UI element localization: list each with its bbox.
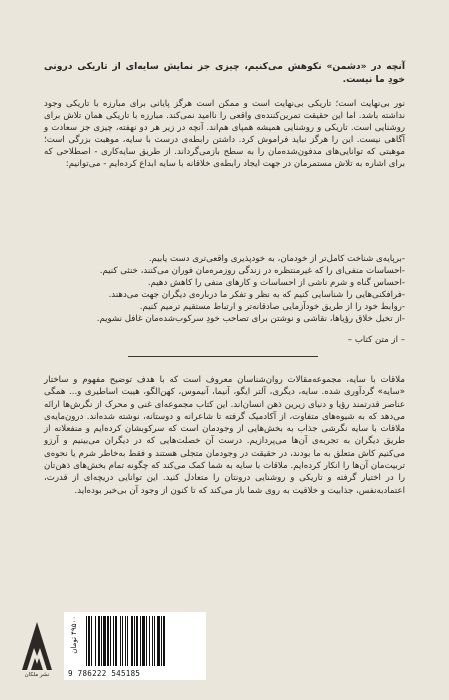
isbn-number: 9 786222 545185 [68, 669, 141, 678]
benefit-item: -از تخیل خلاق رؤیاها، نقاشی و نوشتن برای تصاحب خودِ سرکوب‌شده‌مان غافل نشویم. [96, 314, 405, 325]
cover-quote: آنچه در «دشمن» نکوهش می‌کنیم، چیزی جز نمایش سایه‌ای از تاریکی درونی خودِ ما نیست. [44, 61, 405, 85]
benefit-item: -احساسات منفی‌ای را که غیرمنتظره در زندگی روزمره‌مان فوران می‌کنند، خنثی کنیم. [99, 266, 405, 277]
barcode-bar [86, 616, 87, 666]
price-label: ۴۹۵۰۰ تومان [70, 616, 78, 654]
barcode-bar [146, 616, 147, 666]
barcode-bar [131, 616, 133, 666]
barcode-bar [101, 616, 102, 666]
barcode-bar [149, 616, 150, 666]
barcode-bar [98, 616, 100, 666]
barcode-bar [152, 616, 153, 666]
section-divider [128, 356, 318, 357]
barcode-bar [161, 616, 162, 666]
intro-paragraph: نور بی‌نهایت است؛ تاریکی بی‌نهایت است و ممکن است هرگز پایانی برای مبارزه با تاریکی وجود نداشته باشد. اما این حقیقت تمرین‌کننده‌ی واقعی را ناامید نمی‌کند. مبارزه با تاریکی همان تلاش برای روشنایی است. تاریکی و روشنایی همیشه همپای هم‌اند. آنچه در زیر هر دو نهفته، چیزی جز سعادت و آگاهی نیست. این را هرگز نباید فراموش کرد. داشتن رابطه‌ی درست با سایه، موهبت بزرگی است؛ موهبتی که توانایی‌های مدفون‌شده‌مان را به سطح بازمی‌گرداند. از طریق سایه‌کاری - اصطلاحی که برای اشاره به تلاش مستمرمان در جهت ایجاد رابطه‌ی خلاقانه با سایه ابداع کرده‌ایم - می‌توانیم: [44, 99, 405, 170]
barcode-bar [107, 616, 109, 666]
barcode-bar [134, 616, 135, 666]
barcode-bar [125, 616, 126, 666]
barcode-bar [157, 616, 160, 666]
benefit-item: -احساس گناه و شرم ناشی از احساسات و کارهای منفی را کاهش دهیم. [147, 278, 405, 289]
benefit-item: -برپایه‌ی شناخت کامل‌تر از خودمان، به خودپذیری واقعی‌تری دست یابیم. [148, 254, 405, 264]
barcode-bar [154, 616, 155, 666]
barcode-bars [84, 616, 200, 666]
barcode-bar [136, 616, 138, 666]
benefit-item: -فرافکنی‌هایی را شناسایی کنیم که به نظر و تفکر ما درباره‌ی دیگران جهت می‌دهند. [108, 290, 405, 301]
barcode-bar [95, 616, 96, 666]
barcode-bar [127, 616, 128, 666]
source-signature: – از متن کتاب – [347, 335, 405, 345]
benefit-list [44, 253, 405, 326]
description-paragraph: ملاقات با سایه، مجموعه‌مقالات روان‌شناسان معروف است که با هدف توضیح مفهوم و ساختار «سایه» گردآوری شده. سایه، دیگری، آلتر ایگو، آنیما، آنیموس، کهن‌الگو، هیبت اساطیری و... همگی عناصر قدرتمند رؤیا و دنیای زیرین ذهن انسان‌اند. این کتاب مجموعه‌ای غنی و محرک از نگرش‌ها ارائه می‌دهد که به شیوه‌های متفاوت، از آکادمیک گرفته تا شاعرانه و دوستانه، نوشته شده‌اند. درون‌مایه‌ی ملاقات با سایه نگرشی جذاب به بخش‌هایی از وجودمان است که سرکوبشان کرده‌ایم و منفعلانه از طریق دیگران به تجربه‌ی آن‌ها می‌پردازیم. درست آن خصلت‌هایی که در دیگران می‌بینیم و آرزو می‌کنیم کاش متعلق به ما بودند، در حقیقت در وجودمان متجلی هستند و فقط به‌خاطر شرم یا نحوه‌ی تربیت‌مان آن‌ها را انکار کرده‌ایم. ملاقات با سایه به شما کمک می‌کند که چگونه تمام بخش‌های ذهن‌تان را در اختیار گرفته و تاریکی و روشنایی درونتان را متعادل کنید. این توانایی دریچه‌ای از قدرت، اعتمادبه‌نفس، جذابیت و خلاقیت به روی شما باز می‌کند که تا کنون از وجود آن بی‌خبر بوده‌اید. [44, 375, 405, 496]
barcode-bar [91, 616, 92, 666]
barcode-bar [88, 616, 90, 666]
barcode-bar [113, 616, 114, 666]
benefit-item: -روابط خود را از طریق خودآزمایی صادقانه‌تر و ارتباط مستقیم ترمیم کنیم. [139, 302, 405, 313]
barcode-bar [103, 616, 106, 666]
barcode-bar [142, 616, 145, 666]
isbn-barcode [64, 612, 206, 680]
barcode-bar [120, 616, 121, 666]
barcode-bar [163, 616, 165, 666]
barcode-bar [122, 616, 123, 666]
barcode-bar [110, 616, 111, 666]
publisher-name: نشر ملکان [24, 672, 50, 678]
barcode-bar [115, 616, 117, 666]
barcode-bar [140, 616, 141, 666]
mountain-peaks-logo-icon [20, 620, 54, 672]
